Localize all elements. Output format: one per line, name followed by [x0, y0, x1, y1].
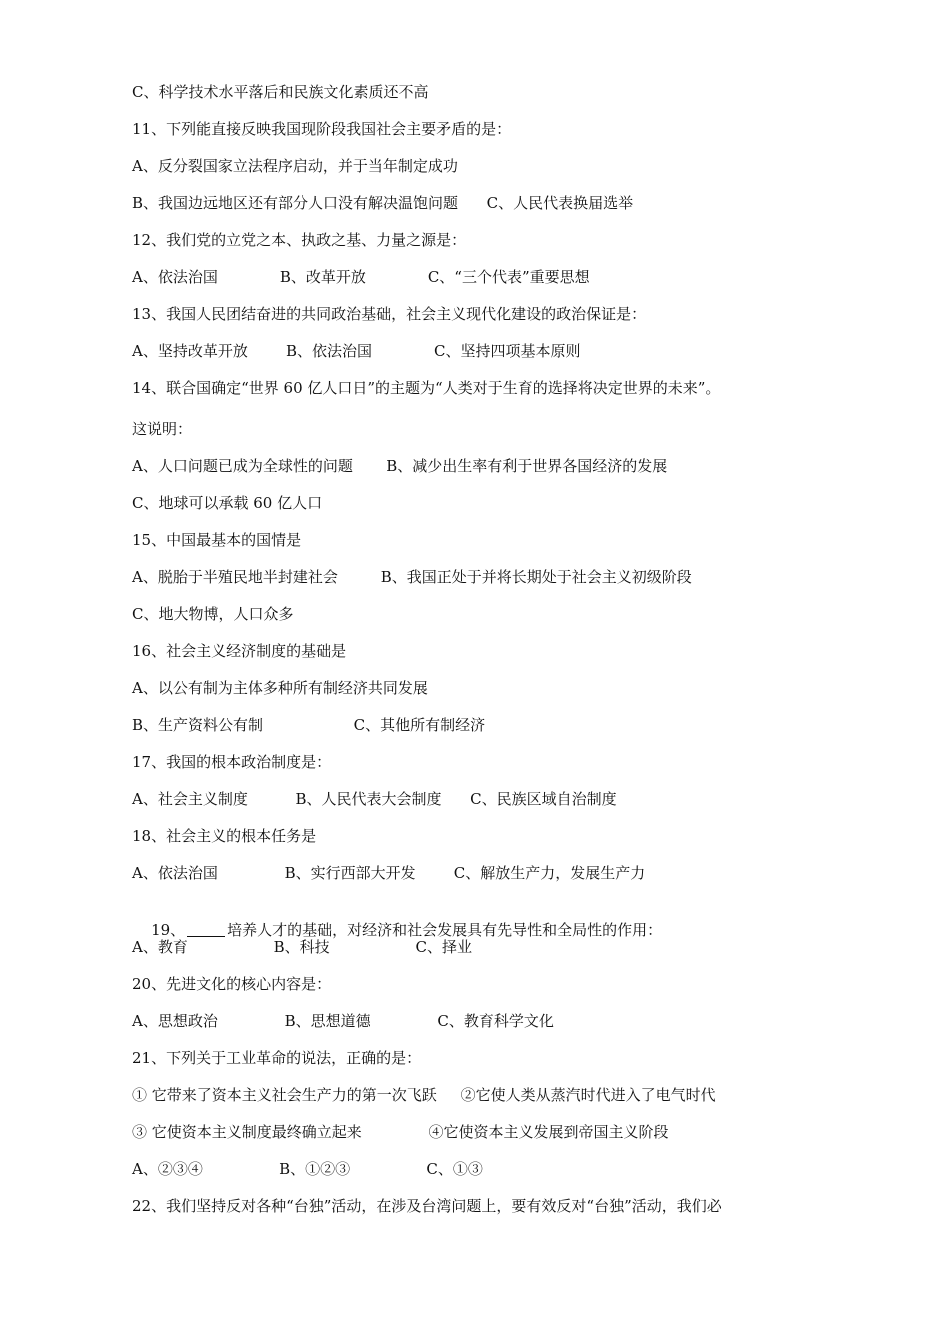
question-11: 11、下列能直接反映我国现阶段我国社会主要矛盾的是：	[132, 120, 512, 138]
option-line: A、社会主义制度 B、人民代表大会制度 C、民族区域自治制度	[132, 790, 617, 808]
question-15: 15、中国最基本的国情是	[132, 531, 302, 549]
option-line: C、地球可以承载 60 亿人口	[132, 494, 323, 512]
fill-in-blank	[187, 922, 225, 937]
option-line: A、以公有制为主体多种所有制经济共同发展	[132, 679, 428, 697]
statement-line: ③ 它使资本主义制度最终确立起来 ④它使资本主义发展到帝国主义阶段	[132, 1123, 669, 1141]
question-12: 12、我们党的立党之本、执政之基、力量之源是：	[132, 231, 467, 249]
question-13: 13、我国人民团结奋进的共同政治基础，社会主义现代化建设的政治保证是：	[132, 305, 647, 323]
option-line: B、我国边远地区还有部分人口没有解决温饱问题 C、人民代表换届选举	[132, 194, 634, 212]
question-14: 14、联合国确定“世界 60 亿人口日”的主题为“人类对于生育的选择将决定世界的未来”。	[132, 379, 721, 397]
option-line: A、思想政治 B、思想道德 C、教育科学文化	[132, 1012, 554, 1030]
option-line: A、脱胎于半殖民地半封建社会 B、我国正处于并将长期处于社会主义初级阶段	[132, 568, 692, 586]
text-line: 这说明：	[132, 420, 193, 438]
question-20: 20、先进文化的核心内容是：	[132, 975, 332, 993]
question-19-number: 19、	[151, 921, 186, 939]
option-line: B、生产资料公有制 C、其他所有制经济	[132, 716, 486, 734]
text-line: C、科学技术水平落后和民族文化素质还不高	[132, 83, 429, 101]
question-17: 17、我国的根本政治制度是：	[132, 753, 332, 771]
option-line: A、人口问题已成为全球性的问题 B、减少出生率有利于世界各国经济的发展	[132, 457, 668, 475]
question-19-text: 培养人才的基础，对经济和社会发展具有先导性和全局性的作用：	[227, 921, 663, 939]
question-22: 22、我们坚持反对各种“台独”活动，在涉及台湾问题上，要有效反对“台独”活动，我们必	[132, 1197, 722, 1215]
question-16: 16、社会主义经济制度的基础是	[132, 642, 347, 660]
option-line: A、坚持改革开放 B、依法治国 C、坚持四项基本原则	[132, 342, 581, 360]
question-21: 21、下列关于工业革命的说法，正确的是：	[132, 1049, 422, 1067]
option-line: C、地大物博，人口众多	[132, 605, 294, 623]
option-line: A、教育 B、科技 C、择业	[132, 938, 472, 956]
option-line: A、反分裂国家立法程序启动，并于当年制定成功	[132, 157, 458, 175]
statement-line: ① 它带来了资本主义社会生产力的第一次飞跃 ②它使人类从蒸汽时代进入了电气时代	[132, 1086, 716, 1104]
option-line: A、依法治国 B、实行西部大开发 C、解放生产力，发展生产力	[132, 864, 646, 882]
option-line: A、依法治国 B、改革开放 C、“三个代表”重要思想	[132, 268, 590, 286]
question-18: 18、社会主义的根本任务是	[132, 827, 317, 845]
option-line: A、②③④ B、①②③ C、①③	[132, 1160, 483, 1178]
